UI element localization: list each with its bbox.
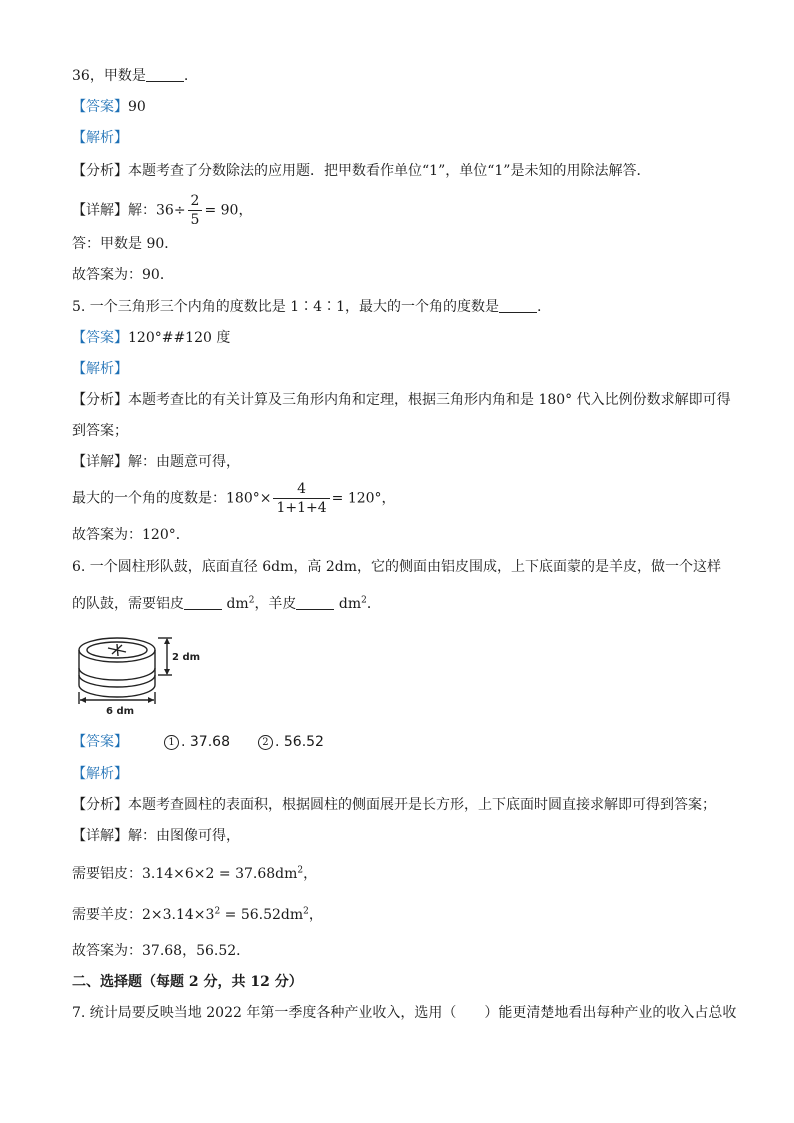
q6-stem-2: 的队鼓，需要铝皮 $dm^2$，羊皮 $dm^2$． [72, 595, 381, 612]
q5-final: 故答案为：120°． [72, 527, 190, 543]
q5-fenxi-1: 【分析】本题考查比的有关计算及三角形内角和定理，根据三角形内角和是 180° 代入比例份数求解即可得 [72, 392, 731, 408]
answer-blank [499, 298, 537, 313]
section-title: 二、选择题（每题 2 分，共 12 分） [72, 974, 303, 990]
q4-answer: 【答案】90 [72, 99, 146, 115]
q7-stem: 7. 统计局要反映当地 2022 年第一季度各种产业收入，选用（ ）能更清楚地看出每种产业的收入占总收 [72, 1005, 737, 1021]
q4-analysis-tag: 【解析】 [72, 130, 128, 146]
drum-figure [72, 630, 212, 720]
q4-fenxi: 【分析】本题考查了分数除法的应用题．把甲数看作单位“1”，单位“1”是未知的用除法解答． [72, 163, 651, 179]
q6-answer: 【答案】 1 . 37.68 2 . 56.52 [72, 734, 324, 750]
q4-xiangjie: 【详解】解：36÷ $\frac{2}{5}$ = 90， [72, 193, 253, 228]
q6-yang: 需要羊皮：$2\times 3.14\times 3^2 = 56.52dm^2$， [72, 906, 323, 923]
width-label: 6 dm [106, 706, 135, 717]
q4-stem: 36，甲数是 . [72, 68, 189, 84]
answer-blank [184, 595, 222, 610]
q5-fenxi-2: 到答案； [72, 423, 128, 439]
q6-lv: 需要铝皮：$3.14\times 6\times 2 = 37.68dm^2$， [72, 865, 318, 882]
q4-da: 答：甲数是 90． [72, 236, 179, 252]
q4-final: 故答案为：90． [72, 267, 174, 283]
q6-xiangjie: 【详解】解：由图像可得， [72, 828, 240, 844]
q5-stem: 5. 一个三角形三个内角的度数比是 1∶4∶1，最大的一个角的度数是 . [72, 299, 542, 315]
answer-blank [296, 595, 334, 610]
q6-final: 故答案为：37.68，56.52． [72, 943, 251, 959]
q5-xiangjie: 【详解】解：由题意可得， [72, 454, 240, 470]
q6-analysis-tag: 【解析】 [72, 766, 128, 782]
answer-blank [146, 67, 184, 82]
q6-fenxi: 【分析】本题考查圆柱的表面积，根据圆柱的侧面展开是长方形，上下底面时圆直接求解即可得到答案； [72, 797, 716, 813]
fraction: $\frac{4}{1+1+4}$ [273, 480, 329, 517]
q5-analysis-tag: 【解析】 [72, 361, 128, 377]
q6-stem-1: 6. 一个圆柱形队鼓，底面直径 6dm，高 2dm，它的侧面由铝皮围成，上下底面蒙的是羊皮，做一个这样 [72, 559, 721, 575]
q5-calc: 最大的一个角的度数是：180°× $\frac{4}{1+1+4}$ = 120°， [72, 481, 396, 516]
q5-answer: 【答案】120°##120 度 [72, 330, 231, 346]
height-label: 2 dm [172, 652, 201, 663]
fraction: $\frac{2}{5}$ [188, 192, 203, 229]
